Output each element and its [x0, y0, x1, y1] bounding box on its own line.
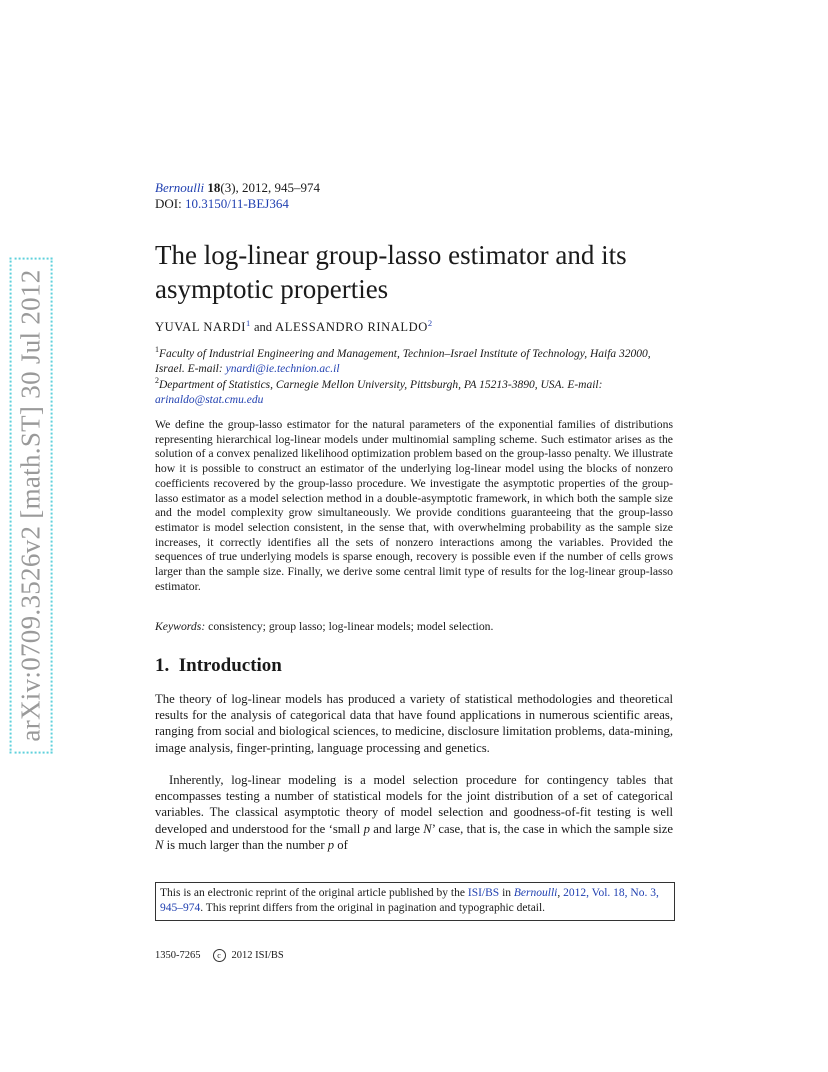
journal-issue-pages: (3), 2012, 945–974 — [220, 180, 321, 195]
email-link[interactable]: arinaldo@stat.cmu.edu — [155, 393, 264, 406]
section-number: 1. — [155, 655, 170, 676]
section-heading — [155, 655, 282, 677]
reprint-notice: This is an electronic reprint of the original article published by the ISI/BS in Bernoulli, 2012, Vol. 18, No. 3, 945–974. This reprint differs from the original in pagination and typographic detail. — [155, 882, 675, 921]
affiliation — [155, 373, 675, 408]
author-name: YUVAL NARDI — [155, 320, 246, 335]
paper-title: The log-linear group-lasso estimator and its asymptotic properties — [155, 240, 627, 304]
publisher-link[interactable]: ISI/BS — [467, 887, 500, 899]
affiliation-number: 2 — [155, 376, 159, 385]
section-title: Introduction — [178, 655, 282, 676]
journal-citation — [155, 180, 320, 196]
journal-link[interactable]: Bernoulli — [513, 887, 558, 899]
doi-label: DOI: — [155, 196, 182, 211]
journal-volume: 18 — [207, 180, 221, 195]
author-list — [155, 318, 432, 335]
abstract: We define the group-lasso estimator for the natural parameters of the exponential families of distributions representing hierarchical log-linear models under multinomial sampling scheme. Such estimator arises as the solution of a convex penalized likelihood optimization problem based on the group-lasso penalty. We illustrate how it is possible to construct an estimator of the underlying log-linear model using the blocks of nonzero coefficients recovered by the group-lasso procedure. We investigate the asymptotic properties of the group-lasso estimator as a model selection method in a double-asymptotic framework, in which both the sample size and the model complexity grow simultaneously. We provide conditions guaranteeing that the group-lasso estimator is model selection consistent, in the sense that, with overwhelming probability as the sample size increases, it correctly identifies all the sets of nonzero interactions among the variables. Provided the sequences of true underlying models is sparse enough, recovery is possible even if the number of cells grows larger than the sample size. Finally, we derive some central limit type of results for the log-linear group-lasso estimator. — [155, 418, 673, 593]
arxiv-stamp — [8, 262, 54, 748]
doi-line — [155, 196, 289, 212]
copyright-icon: c — [213, 949, 226, 962]
affiliation — [155, 342, 675, 377]
issn: 1350-7265 — [155, 949, 201, 961]
body-paragraph: The theory of log-linear models has produced a variety of statistical methodologies and theoretical results for the analysis of categorical data that have found applications in numerous scientific areas, ranging from social and biological sciences, to medicine, disclosure limitation problems, data-mining, image analysis, finger-printing, language processing and genetics. — [155, 692, 673, 755]
doi-link[interactable]: 10.3150/11-BEJ364 — [184, 196, 289, 211]
keywords-label: Keywords: — [155, 620, 206, 633]
copyright-footer — [155, 949, 284, 962]
affiliation-marker[interactable]: 1 — [245, 318, 251, 328]
affiliation-text: Department of Statistics, Carnegie Mellon University, Pittsburgh, PA 15213-3890, USA. E-mail: — [159, 378, 603, 391]
author-conjunction: and — [253, 320, 273, 335]
copyright-text: 2012 ISI/BS — [231, 949, 284, 961]
keywords — [155, 620, 493, 633]
keywords-text: consistency; group lasso; log-linear models; model selection. — [208, 620, 494, 633]
citation-link[interactable]: 2012, Vol. 18, No. 3, 945–974 — [160, 887, 659, 914]
arxiv-identifier[interactable]: arXiv:0709.3526v2 [math.ST] 30 Jul 2012 — [10, 257, 53, 753]
affiliation-marker[interactable]: 2 — [427, 318, 433, 328]
email-link[interactable]: ynardi@ie.technion.ac.il — [225, 362, 340, 375]
author-name: ALESSANDRO RINALDO — [275, 320, 428, 335]
affiliation-text: Faculty of Industrial Engineering and Management, Technion–Israel Institute of Technology, Haifa 32000, Israel. E-mail: — [155, 347, 651, 375]
body-paragraph: Inherently, log-linear modeling is a model selection procedure for contingency tables that encompasses testing a number of statistical models for the joint distribution of a set of categorical variables. The classical asymptotic theory of model selection and goodness-of-fit testing is well developed and understood for the ‘small p and large N’ case, that is, the case in which the sample size N is much larger than the number p of — [155, 773, 673, 852]
journal-link[interactable]: Bernoulli — [155, 180, 205, 195]
affiliation-number: 1 — [155, 345, 159, 354]
